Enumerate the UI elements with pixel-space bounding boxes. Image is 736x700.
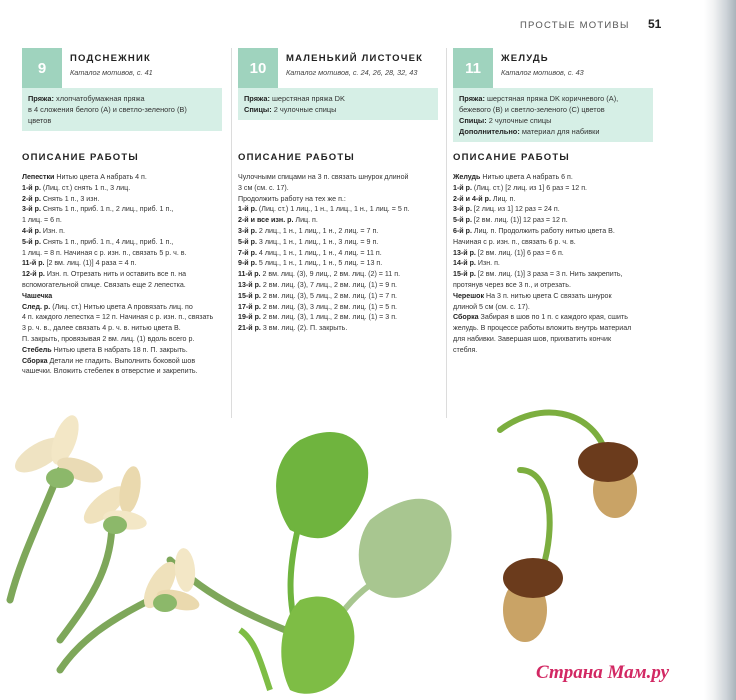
page-number: 51 (648, 17, 662, 31)
acorn-illustration (500, 413, 638, 642)
instruction-line: вспомогательной спице. Связать еще 2 лепестка. (22, 280, 186, 289)
instruction-line: 21-й р. 3 вм. лиц. (2). П. закрыть. (238, 324, 348, 333)
instruction-line: 2-й р. Снять 1 п., 3 изн. (22, 194, 100, 203)
instruction-line: Чулочными спицами на 3 п. связать шнурок длиной (238, 173, 409, 181)
materials-line: цветов (28, 116, 52, 125)
instruction-line: След. р. (Лиц. ст.) Нитью цвета A провязать лиц. по (22, 302, 193, 311)
instruction-line: 11-й р. [2 вм. лиц. (1)] 4 раза = 4 п. (22, 259, 137, 268)
section-header: ПРОСТЫЕ МОТИВЫ (520, 20, 630, 31)
instruction-line: 1-й р. (Лиц. ст.) снять 1 п., 3 лиц. (22, 183, 131, 192)
pattern-number-badge: 10 (238, 48, 278, 88)
pattern-catalog-ref: Каталог мотивов, с. 43 (501, 68, 584, 77)
instructions-heading: ОПИСАНИЕ РАБОТЫ (22, 152, 139, 163)
pattern-catalog-ref: Каталог мотивов, с. 24, 26, 28, 32, 43 (286, 68, 418, 77)
instruction-line: 15-й р. [2 вм. лиц. (1)] 3 раза = 3 п. Нить закрепить, (453, 270, 623, 279)
instruction-line: П. закрыть, провязывая 2 вм. лиц. (1) вдоль всего р. (22, 334, 195, 343)
materials-line: Пряжа: хлопчатобумажная пряжа (28, 94, 145, 103)
instruction-line: 15-й р. 2 вм. лиц. (3), 5 лиц., 2 вм. лиц. (1) = 7 п. (238, 291, 398, 300)
instruction-line: 11-й р. 2 вм. лиц. (3), 9 лиц., 2 вм. лиц. (2) = 11 п. (238, 270, 401, 279)
instruction-line: 1 лиц. = 6 п. (22, 216, 62, 225)
instructions-heading: ОПИСАНИЕ РАБОТЫ (238, 152, 355, 163)
instruction-line: 1 лиц. = 8 п. Начиная с р. изн. п., связать 5 р. ч. в. (22, 248, 187, 257)
materials-box (453, 88, 653, 142)
materials-line: бежевого (B) и светло-зеленого (C) цветов (459, 105, 605, 114)
pattern-number-badge: 9 (22, 48, 62, 88)
instruction-line: Сборка Детали не гладить. Выполнить боковой шов (22, 356, 196, 365)
instruction-line: 2-й и 4-й р. Лиц. п. (453, 194, 516, 203)
instruction-line: Лепестки Нитью цвета A набрать 4 п. (22, 173, 147, 181)
materials-line: Дополнительно: материал для набивки (459, 127, 600, 136)
instruction-line: чашечки. Вложить стебелек в отверстие и закрепить. (22, 367, 198, 376)
materials-line: Пряжа: шерстяная пряжа DK (244, 94, 345, 103)
instruction-line: 1-й р. (Лиц. ст.) 1 лиц., 1 н., 1 лиц., 1 н., 1 лиц. = 5 п. (238, 205, 410, 214)
instruction-line: 13-й р. [2 вм. лиц. (1)] 6 раз = 6 п. (453, 248, 564, 257)
instruction-line: 4-й р. Изн. п. (22, 226, 65, 235)
instruction-line: 5-й р. [2 вм. лиц. (1)] 12 раз = 12 п. (453, 216, 568, 225)
instruction-line: стебля. (453, 345, 478, 354)
instructions-text (238, 172, 438, 334)
instruction-line: Чашечка (22, 291, 53, 300)
instruction-line: Желудь Нитью цвета A набрать 6 п. (453, 173, 573, 181)
instruction-line: для набивки. Завершая шов, прихватить кончик (453, 334, 612, 343)
instruction-line: Сборка Забирая в шов по 1 п. с каждого края, сшить (453, 313, 628, 322)
instructions-text (453, 172, 653, 356)
instruction-line: 13-й р. 2 вм. лиц. (3), 7 лиц., 2 вм. лиц. (1) = 9 п. (238, 280, 398, 289)
instruction-line: 12-й р. Изн. п. Отрезать нить и оставить все п. на (22, 270, 187, 279)
materials-line: Спицы: 2 чулочные спицы (244, 105, 337, 114)
instruction-line: 14-й р. Изн. п. (453, 259, 500, 268)
pattern-number-badge: 11 (453, 48, 493, 88)
leaf-illustration (240, 432, 452, 694)
instruction-line: 3-й р. [2 лиц. из 1] 12 раз = 24 п. (453, 205, 560, 214)
instruction-line: 4 п. каждого лепестка = 12 п. Начиная с р. изн. п., связать (22, 313, 214, 322)
instructions-text (22, 172, 222, 377)
instruction-line: Начиная с р. изн. п., связать 6 р. ч. в. (453, 237, 576, 246)
instruction-line: 19-й р. 2 вм. лиц. (3), 1 лиц., 2 вм. лиц. (1) = 3 п. (238, 313, 398, 322)
pattern-title: ЖЕЛУДЬ (501, 53, 549, 64)
snowdrop-illustration (10, 412, 310, 670)
pattern-title: МАЛЕНЬКИЙ ЛИСТОЧЕК (286, 53, 424, 64)
book-spine-shadow (704, 0, 736, 700)
instruction-line: 3-й р. 2 лиц., 1 н., 1 лиц., 1 н., 2 лиц. = 7 п. (238, 226, 379, 235)
materials-line: Спицы: 2 чулочные спицы (459, 116, 552, 125)
column-divider (231, 48, 232, 418)
instruction-line: 9-й р. 5 лиц., 1 н., 1 лиц., 1 н., 5 лиц. = 13 п. (238, 259, 383, 268)
instruction-line: Черешок На 3 п. нитью цвета C связать шнурок (453, 291, 612, 300)
materials-line: Пряжа: шерстяная пряжа DK коричневого (A), (459, 94, 619, 103)
column-divider (446, 48, 447, 418)
instruction-line: 1-й р. (Лиц. ст.) [2 лиц. из 1] 6 раз = 12 п. (453, 183, 588, 192)
instruction-line: 7-й р. 4 лиц., 1 н., 1 лиц., 1 н., 4 лиц. = 11 п. (238, 248, 382, 257)
instruction-line: 17-й р. 2 вм. лиц. (3), 3 лиц., 2 вм. лиц. (1) = 5 п. (238, 302, 398, 311)
instruction-line: 2-й и все изн. р. Лиц. п. (238, 216, 318, 225)
instruction-line: 5-й р. Снять 1 п., приб. 1 п., 4 лиц., приб. 1 п., (22, 237, 174, 246)
instruction-line: 3-й р. Снять 1 п., приб. 1 п., 2 лиц., приб. 1 п., (22, 205, 174, 214)
watermark-suffix: .ру (646, 662, 670, 683)
pattern-catalog-ref: Каталог мотивов, с. 41 (70, 68, 153, 77)
materials-box (238, 88, 438, 120)
instructions-heading: ОПИСАНИЕ РАБОТЫ (453, 152, 570, 163)
instruction-line: 6-й р. Лиц. п. Продолжить работу нитью цвета B. (453, 226, 615, 235)
materials-line: в 4 сложения белого (A) и светло-зеленого (B) (28, 105, 187, 114)
instruction-line: длиной 5 см (см. с. 17). (453, 302, 530, 311)
instruction-line: желудь. В процессе работы вложить внутрь материал (453, 324, 632, 333)
instruction-line: 3 р. ч. в., далее связать 4 р. ч. в. нитью цвета B. (22, 324, 181, 333)
instruction-line: 5-й р. 3 лиц., 1 н., 1 лиц., 1 н., 3 лиц. = 9 п. (238, 237, 379, 246)
instruction-line: 3 см (см. с. 17). (238, 183, 289, 192)
pattern-title: ПОДСНЕЖНИК (70, 53, 151, 64)
instruction-line: Продолжить работу на тех же п.: (238, 194, 346, 203)
instruction-line: Стебель Нитью цвета B набрать 18 п. П. закрыть. (22, 345, 188, 354)
watermark (536, 662, 669, 684)
watermark-text: Страна Мам (536, 662, 647, 683)
instruction-line: протянув через все 3 п., и отрезать. (453, 280, 571, 289)
materials-box (22, 88, 222, 131)
